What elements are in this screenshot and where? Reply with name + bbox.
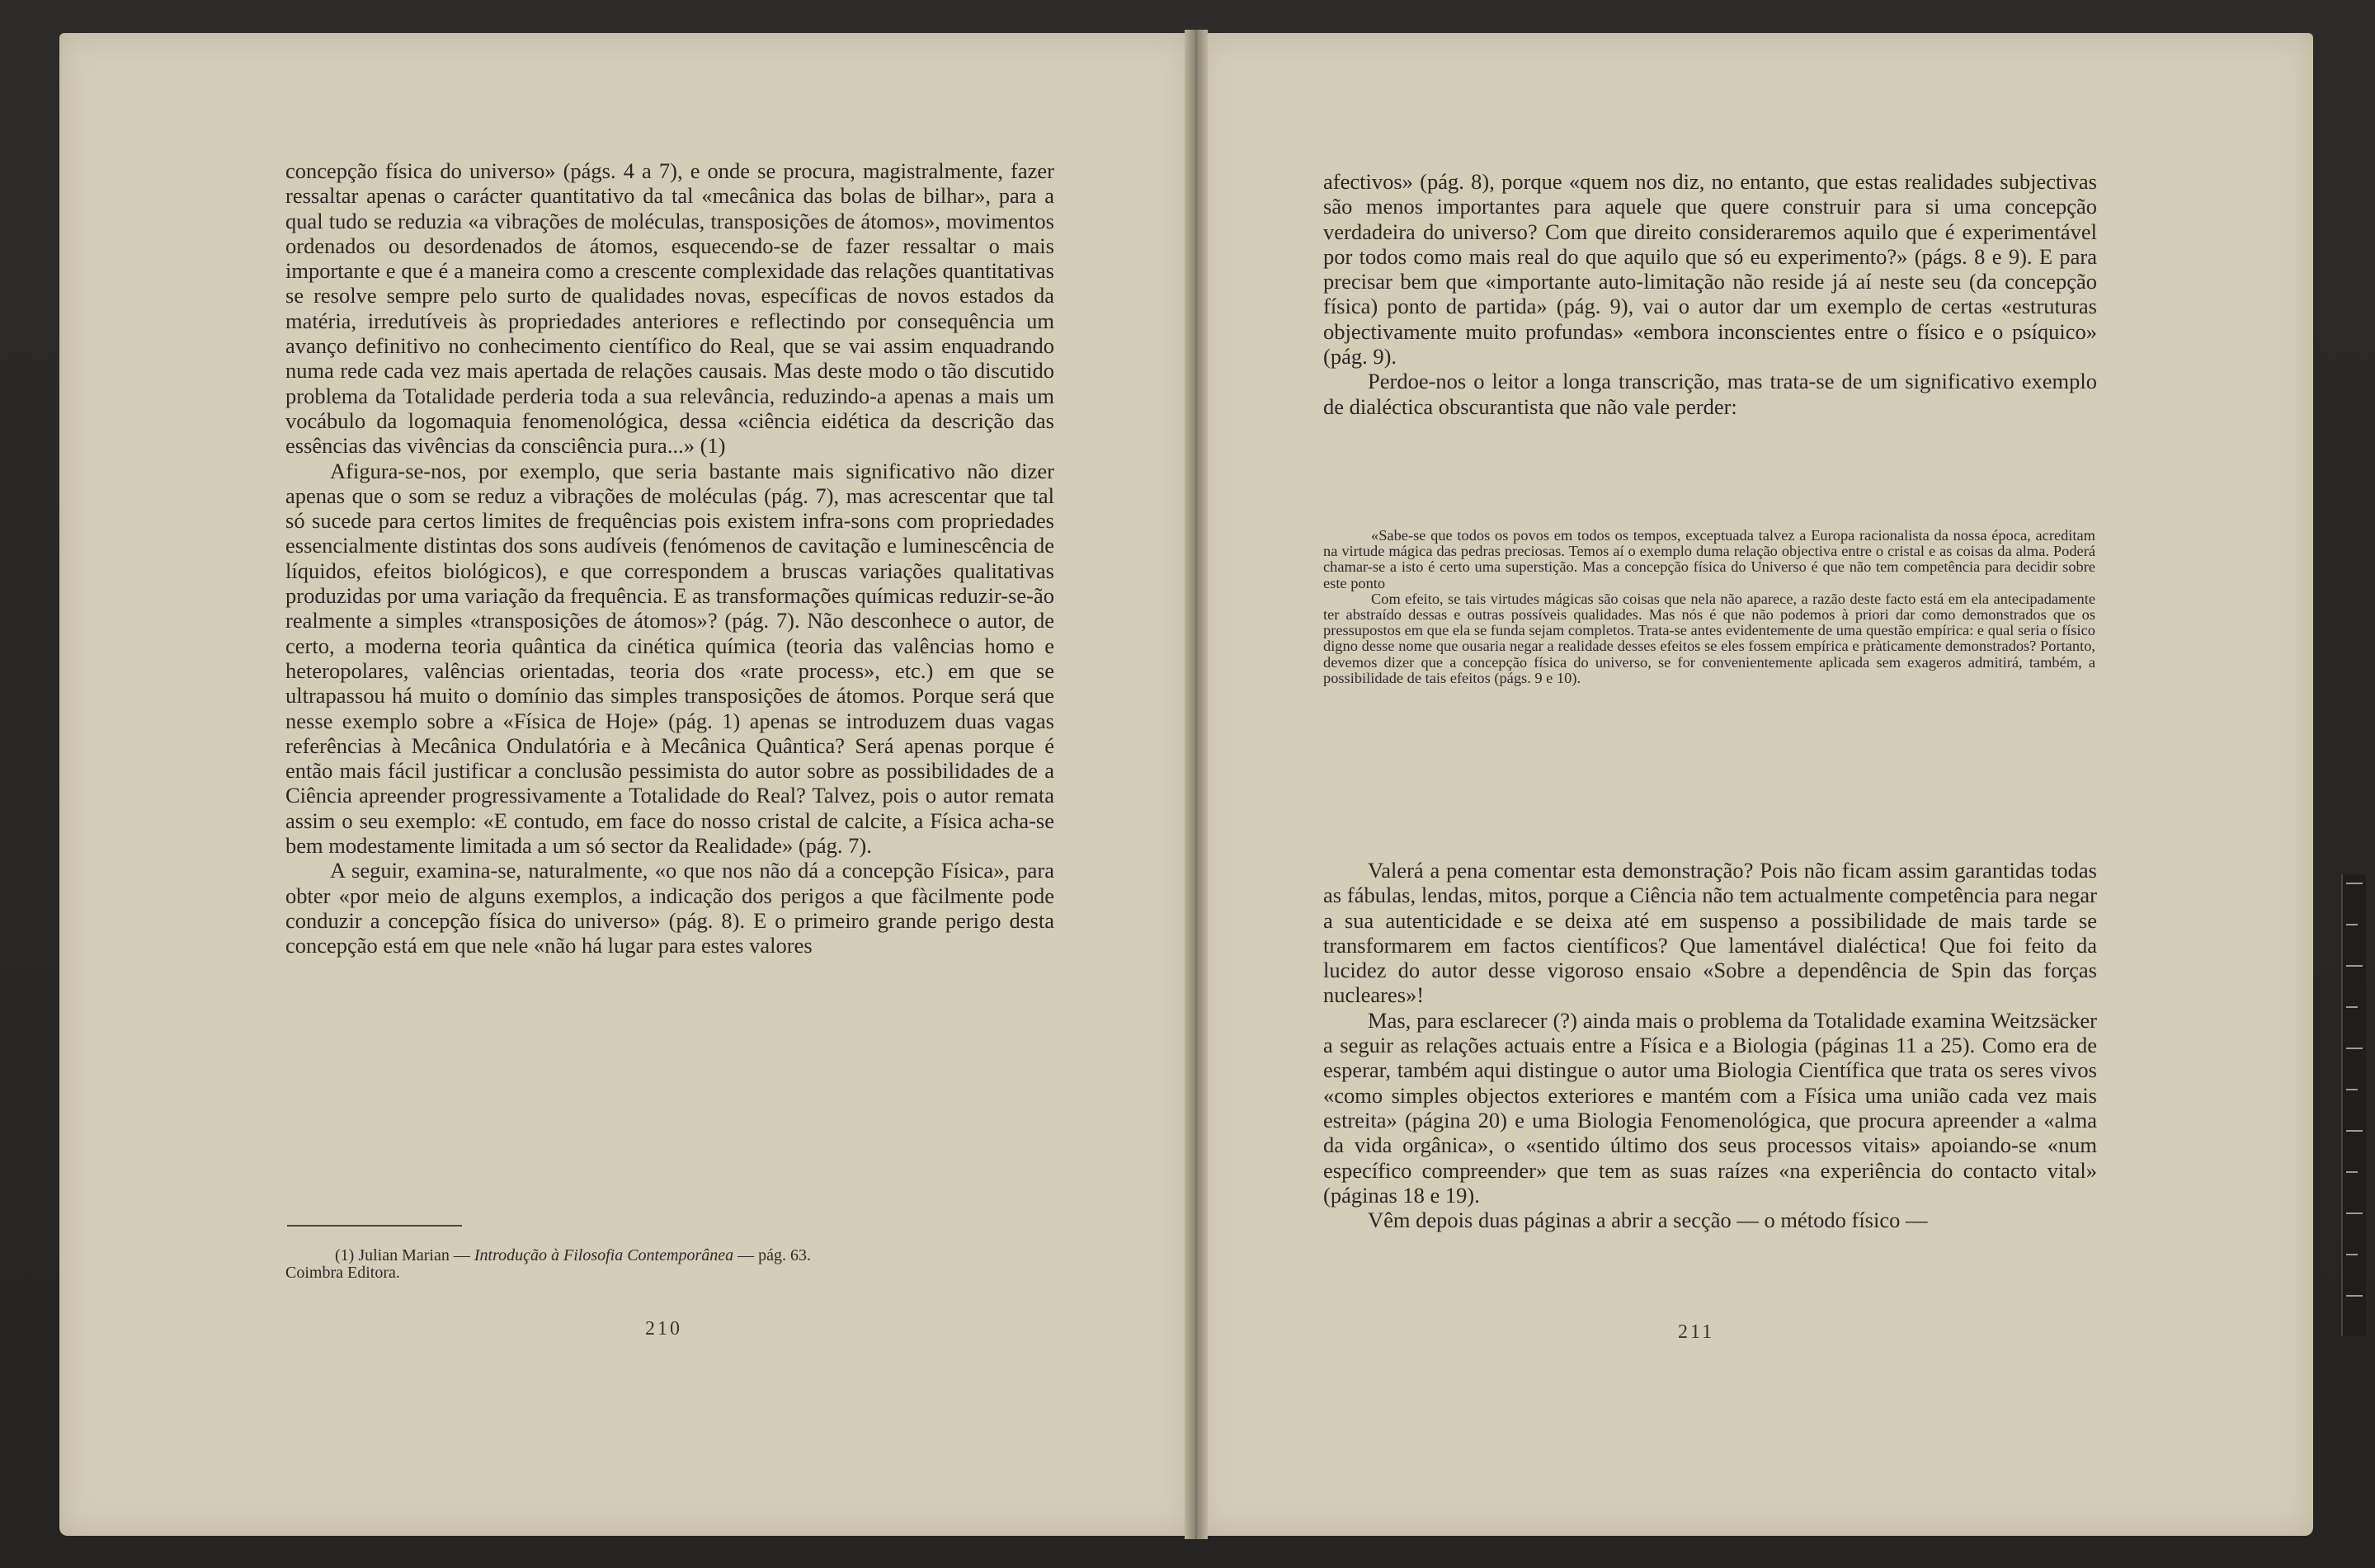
- page-number-right: 211: [1678, 1321, 1715, 1343]
- scale-tick: [2346, 1006, 2358, 1008]
- quote-paragraph-1: «Sabe-se que todos os povos em todos os tempos, exceptuada talvez a Europa racionalista da nossa época, acreditam na virtude mágica das pedras preciosas. Temos aí o exemplo duma relação objectiva entre o cristal e as coisas da alma. Poderá chamar-se a isto é certo uma superstição. Mas a concepção física do Universo é que não tem competência para decidir sobre este ponto: [1323, 527, 2095, 591]
- scale-tick: [2346, 1171, 2358, 1173]
- right-paragraph-1: afectivos» (pág. 8), porque «quem nos diz, no entanto, que estas realidades subjectivas são menos importantes para aquele que quere construir para si uma concepção verdadeira do universo? Com que direito consideraremos aquilo que é experimentável por todos como mais real do que aquilo que só eu experimento?» (págs. 8 e 9). E para precisar bem que «importante auto-limitação não reside já aí neste seu (da concepção física) ponto de partida» (pág. 9), vai o autor dar um exemplo de certas «estruturas objectivamente muito profundas» «embora inconscientes entre o físico e o psíquico» (pág. 9).: [1323, 169, 2097, 370]
- footnote: [285, 1247, 1054, 1282]
- book-gutter: [1185, 30, 1208, 1539]
- footnote-author: Julian Marian —: [358, 1246, 470, 1264]
- scale-tick: [2346, 965, 2363, 967]
- scale-tick: [2346, 924, 2358, 925]
- page-number-left: 210: [645, 1318, 682, 1340]
- scale-tick: [2346, 1295, 2363, 1297]
- scale-tick: [2346, 1254, 2358, 1255]
- scan-scale-bar: [2341, 874, 2366, 1336]
- quote-paragraph-2: Com efeito, se tais virtudes mágicas são coisas que nela não aparece, a razão deste facto está em ela antecipadamente ter abstraído dessas e outras possíveis qualidades. Mas nós é que não podemos à priori dar como demonstrados que os pressupostos em que ela se funda sejam completos. Trata-se antes evidentemente de uma questão empírica: e qual seria o físico digno desse nome que ousaria negar a realidade desses efeitos se eles fossem empírica e pràticamente demonstrados? Portanto, devemos dizer que a concepção física do universo, se for convenientemente aplicada sem exageros admitirá, também, a possibilidade de tais efeitos (págs. 9 e 10).: [1323, 590, 2095, 686]
- left-paragraph-1: concepção física do universo» (págs. 4 a 7), e onde se procura, magistralmente, fazer ressaltar apenas o carácter quantitativo da tal «mecânica das bolas de bilhar», para a qual tudo se reduzia «a vibrações de moléculas, transposições de átomos», movimentos ordenados ou desordenados de átomos, esquecendo-se de fazer ressaltar o mais importante e que é a maneira como a crescente complexidade das relações quantitativas se resolve sempre pelo surto de qualidades novas, específicas de novos estados da matéria, irredutíveis às propriedades anteriores e reflectindo por consequência um avanço definitivo no conhecimento científico do Real, que se vai assim enquadrando numa rede cada vez mais apertada de relações causais. Mas deste modo o tão discutido problema da Totalidade perderia toda a sua relevância, reduzindo-a apenas a mais um vocábulo da logomaquia fenomenológica, dessa «ciência eidética da descrição das essências das vivências da consciência pura...» (1): [285, 158, 1054, 459]
- footnote-pages: — pág. 63.: [737, 1246, 811, 1264]
- scale-tick: [2346, 1130, 2363, 1132]
- left-paragraph-2: Afigura-se-nos, por exemplo, que seria bastante mais significativo não dizer apenas que o som se reduz a vibrações de moléculas (pág. 7), mas acrescentar que tal só sucede para certos limites de frequências pois existem infra-sons com propriedades essencialmente distintas dos sons audíveis (fenómenos de cavitação e luminescência de líquidos, efeitos biológicos), e que correspondem a bruscas variações qualitativas produzidas por uma variação da frequência. E as transformações químicas reduzir-se-ão realmente a simples «transposições de átomos»? (pág. 7). Não desconhece o autor, de certo, a moderna teoria quântica da cinética química (teoria das valências homo e heteropolares, valências orientadas, teoria dos «rate process», etc.) em que se ultrapassou há muito o domínio das simples transposições de átomos. Porque será que nesse exemplo sobre a «Física de Hoje» (pág. 1) apenas se introduzem duas vagas referências à Mecânica Ondulatória e à Mecânica Quântica? Será apenas porque é então mais fácil justificar a conclusão pessimista do autor sobre as possibilidades de a Ciência apreender progressivamente a Totalidade do Real? Talvez, pois o autor remata assim o seu exemplo: «E contudo, em face do nosso cristal de calcite, a Física acha-se bem modestamente limitada a um só sector da Realidade» (pág. 7).: [285, 458, 1054, 859]
- block-quote: [1323, 528, 2095, 686]
- footnote-rule: [287, 1225, 462, 1227]
- scale-tick: [2346, 1089, 2358, 1090]
- right-page-body-bottom: [1323, 858, 2097, 1232]
- left-paragraph-3: A seguir, examina-se, naturalmente, «o que nos não dá a concepção Física», para obter «por meio de alguns exemplos, a indicação dos perigos a que fàcilmente pode conduzir a concepção física do universo» (pág. 8). E o primeiro grande perigo desta concepção está em que nele «não há lugar para estes valores: [285, 858, 1054, 958]
- right-paragraph-5: Vêm depois duas páginas a abrir a secção — o método físico —: [1368, 1208, 1928, 1233]
- scale-tick: [2346, 1212, 2363, 1214]
- right-page-body-top: [1323, 169, 2097, 419]
- footnote-number: (1): [335, 1246, 355, 1264]
- right-paragraph-3: Valerá a pena comentar esta demonstração? Pois não ficam assim garantidas todas as fábulas, lendas, mitos, porque a Ciência não tem actualmente competência para negar a sua autenticidade e se deixa até em suspenso a possibilidade de mais tarde se transformarem em factos científicos? Que lamentável dialéctica! Que foi feito da lucidez do autor desse vigoroso ensaio «Sobre a dependência de Spin das forças nucleares»!: [1323, 858, 2097, 1008]
- footnote-publisher: Coimbra Editora.: [285, 1264, 400, 1282]
- scale-tick: [2346, 1048, 2363, 1049]
- right-paragraph-2: Perdoe-nos o leitor a longa transcrição, mas trata-se de um significativo exemplo de dialéctica obscurantista que não vale perder:: [1323, 369, 2097, 419]
- footnote-title: Introdução à Filosofia Contemporânea: [474, 1246, 734, 1264]
- scale-tick: [2346, 883, 2363, 884]
- right-paragraph-4: Mas, para esclarecer (?) ainda mais o problema da Totalidade examina Weitzsäcker a seguir as relações actuais entre a Física e a Biologia (páginas 11 a 25). Como era de esperar, também aqui distingue o autor uma Biologia Científica que trata os seres vivos «como simples objectos exteriores e mantém com a Física uma união cada vez mais estreita» (página 20) e uma Biologia Fenomenológica, que procura apreender a «alma da vida orgânica», o «sentido último dos seus processos vitais» apoiando-se «num específico compreender» que tem as suas raízes «na experiência do contacto vital» (páginas 18 e 19).: [1323, 1007, 2097, 1208]
- left-page-body: [285, 158, 1054, 958]
